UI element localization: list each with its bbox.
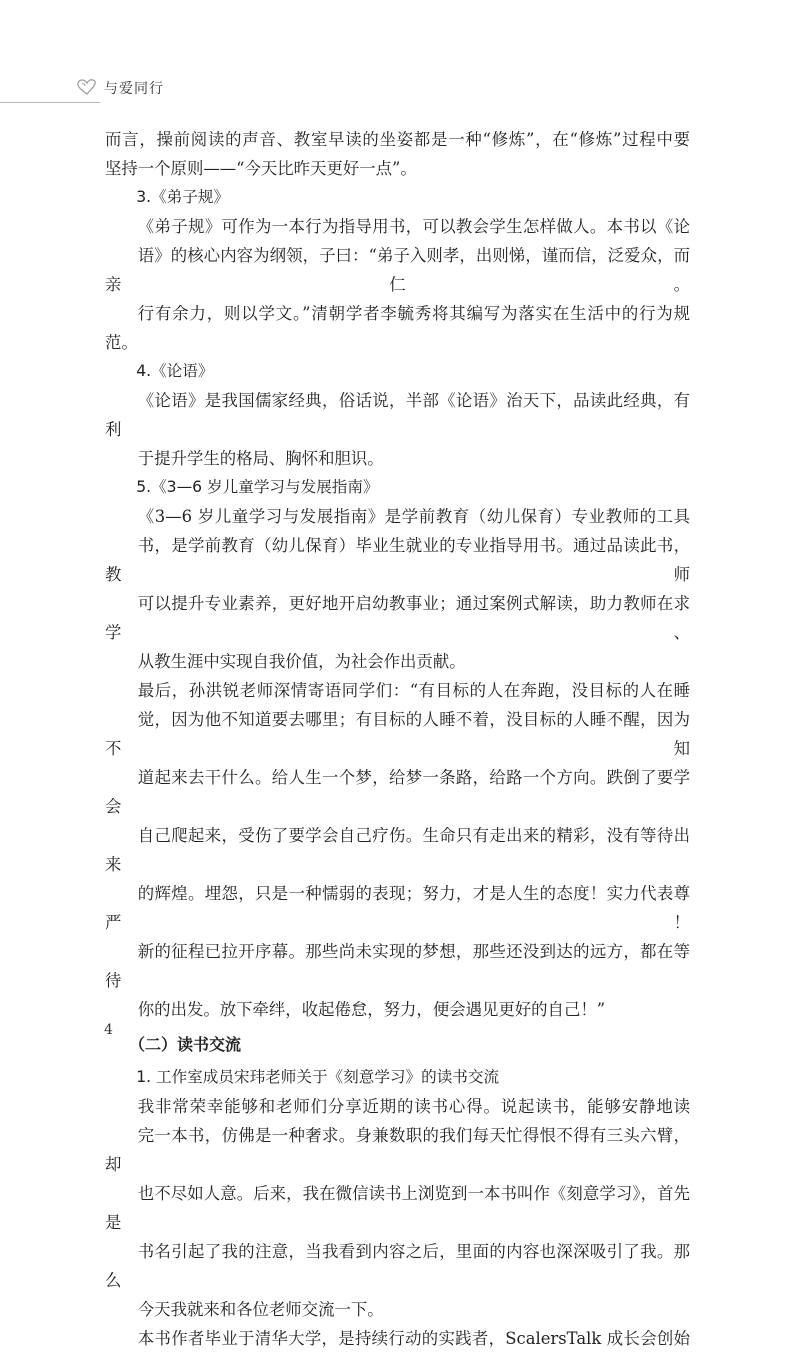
text-line: 坚持一个原则——“今天比昨天更好一点”。 [105,159,417,178]
paragraph-closing-words [105,676,690,1024]
text-line: 觉，因为他不知道要去哪里；有目标的人睡不着，没目标的人睡不醒，因为不知 [105,710,690,758]
text-line: 我非常荣幸能够和老师们分享近期的读书心得。说起读书，能够安静地读 [137,1097,690,1116]
paragraph-dizigui [105,212,690,357]
paragraph-continued [105,125,690,183]
running-header [0,72,799,112]
paragraph-lunyu [105,386,690,473]
item-heading-5: 5.《3—6 岁儿童学习与发展指南》 [136,478,379,496]
text-line: 书名引起了我的注意，当我看到内容之后，里面的内容也深深吸引了我。那么 [105,1242,690,1290]
text-line: 最后，孙洪锐老师深情寄语同学们：“有目标的人在奔跑，没目标的人在睡 [137,681,690,700]
section-heading: （二）读书交流 [129,1035,242,1054]
text-line: 今天我就来和各位老师交流一下。 [137,1300,384,1319]
text-line: 你的出发。放下牵绊，收起倦怠，努力，便会遇见更好的自己！” [137,1000,606,1019]
page-body [105,125,690,1353]
item-heading-4: 4.《论语》 [136,362,214,380]
text-line: 的辉煌。埋怨，只是一种懦弱的表现；努力，才是人生的态度！实力代表尊严！ [105,884,690,932]
text-line: 书，是学前教育（幼儿保育）毕业生就业的专业指导用书。通过品读此书，教师 [105,536,690,584]
text-line: 自己爬起来，受伤了要学会自己疗伤。生命只有走出来的精彩，没有等待出来 [105,826,690,874]
text-line: 道起来去干什么。给人生一个梦，给梦一条路，给路一个方向。跌倒了要学会 [105,768,690,816]
text-line: 也不尽如人意。后来，我在微信读书上浏览到一本书叫作《刻意学习》，首先是 [105,1184,690,1232]
text-line: 《弟子规》可作为一本行为指导用书，可以教会学生怎样做人。本书以《论 [137,217,690,236]
text-line: 《3—6 岁儿童学习与发展指南》是学前教育（幼儿保育）专业教师的工具 [137,507,690,526]
header-rule [0,102,100,103]
text-line: 从教生涯中实现自我价值，为社会作出贡献。 [137,652,466,671]
paragraph-author [105,1324,690,1353]
page-number: 4 [104,1022,113,1038]
text-line: 可以提升专业素养，更好地开启幼教事业；通过案例式解读，助力教师在求学、 [105,594,690,642]
text-line: 本书作者毕业于清华大学，是持续行动的实践者，ScalersTalk 成长会创始 [137,1329,690,1348]
text-line: 语》的核心内容为纲领，子曰：“弟子入则孝，出则悌，谨而信，泛爱众，而亲仁。 [105,246,690,294]
text-line: 完一本书，仿佛是一种奢求。身兼数职的我们每天忙得恨不得有三头六臂，却 [105,1126,690,1174]
heart-logo-icon [76,78,98,96]
header-title: 与爱同行 [104,81,164,97]
text-line: 而言，操前阅读的声音、教室早读的坐姿都是一种“修炼”，在“修炼”过程中要 [105,130,690,149]
paragraph-guide [105,502,690,676]
text-line: 《论语》是我国儒家经典，俗话说，半部《论语》治天下，品读此经典，有利 [105,391,690,439]
item-heading-3: 3.《弟子规》 [136,188,230,206]
item-heading-1: 1. 工作室成员宋玮老师关于《刻意学习》的读书交流 [136,1068,500,1086]
text-line: 行有余力，则以学文。”清朝学者李毓秀将其编写为落实在生活中的行为规范。 [105,304,690,352]
text-line: 于提升学生的格局、胸怀和胆识。 [137,449,384,468]
paragraph-reading-share [105,1092,690,1324]
text-line: 新的征程已拉开序幕。那些尚未实现的梦想，那些还没到达的远方，都在等待 [105,942,690,990]
